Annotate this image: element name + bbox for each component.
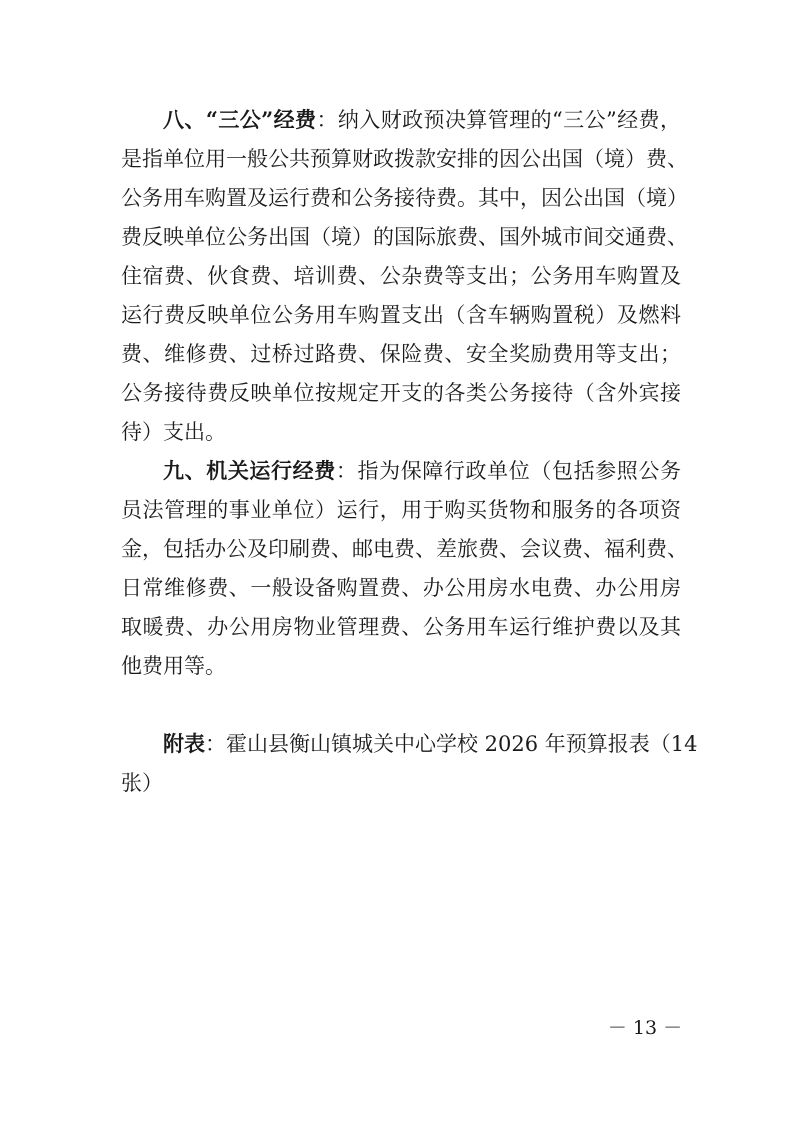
appendix-label: 附表 <box>163 731 205 756</box>
appendix-line: 张） <box>121 771 163 795</box>
section8-line: 公务用车购置及运行费和公务接待费。其中，因公出国（境） <box>121 186 688 210</box>
appendix-line-text: ：霍山县衡山镇城关中心学校 2026 年预算报表（14 <box>205 732 698 756</box>
page-number: － 13 － <box>607 1017 683 1039</box>
appendix-first-line <box>163 730 698 758</box>
section8-line: 公务接待费反映单位按规定开支的各类公务接待（含外宾接 <box>121 381 681 405</box>
section9-line: 取暖费、办公用房物业管理费、公务用车运行维护费以及其 <box>121 615 681 639</box>
section8-line: 是指单位用一般公共预算财政拨款安排的因公出国（境）费、 <box>121 147 688 171</box>
section9-first-line <box>163 457 681 485</box>
section8-line-text: ：纳入财政预决算管理的“三公”经费， <box>316 108 681 132</box>
section8-line: 费、维修费、过桥过路费、保险费、安全奖励费用等支出； <box>121 342 681 366</box>
section9-line: 金，包括办公及印刷费、邮电费、差旅费、会议费、福利费、 <box>121 537 688 561</box>
section9-line: 员法管理的事业单位）运行，用于购买货物和服务的各项资 <box>121 498 681 522</box>
section8-line: 费反映单位公务出国（境）的国际旅费、国外城市间交通费、 <box>121 225 688 249</box>
section9-line-text: ：指为保障行政单位（包括参照公务 <box>335 459 682 483</box>
section8-heading: 八、“三公”经费 <box>163 107 317 132</box>
section8-first-line <box>163 106 681 134</box>
section9-heading: 九、机关运行经费 <box>163 458 336 483</box>
section9-line: 日常维修费、一般设备购置费、办公用房水电费、办公用房 <box>121 576 681 600</box>
section8-line: 运行费反映单位公务用车购置支出（含车辆购置税）及燃料 <box>121 303 681 327</box>
section8-line: 待）支出。 <box>121 420 226 444</box>
section9-line: 他费用等。 <box>121 654 226 678</box>
section8-line: 住宿费、伙食费、培训费、公杂费等支出；公务用车购置及 <box>121 264 681 288</box>
